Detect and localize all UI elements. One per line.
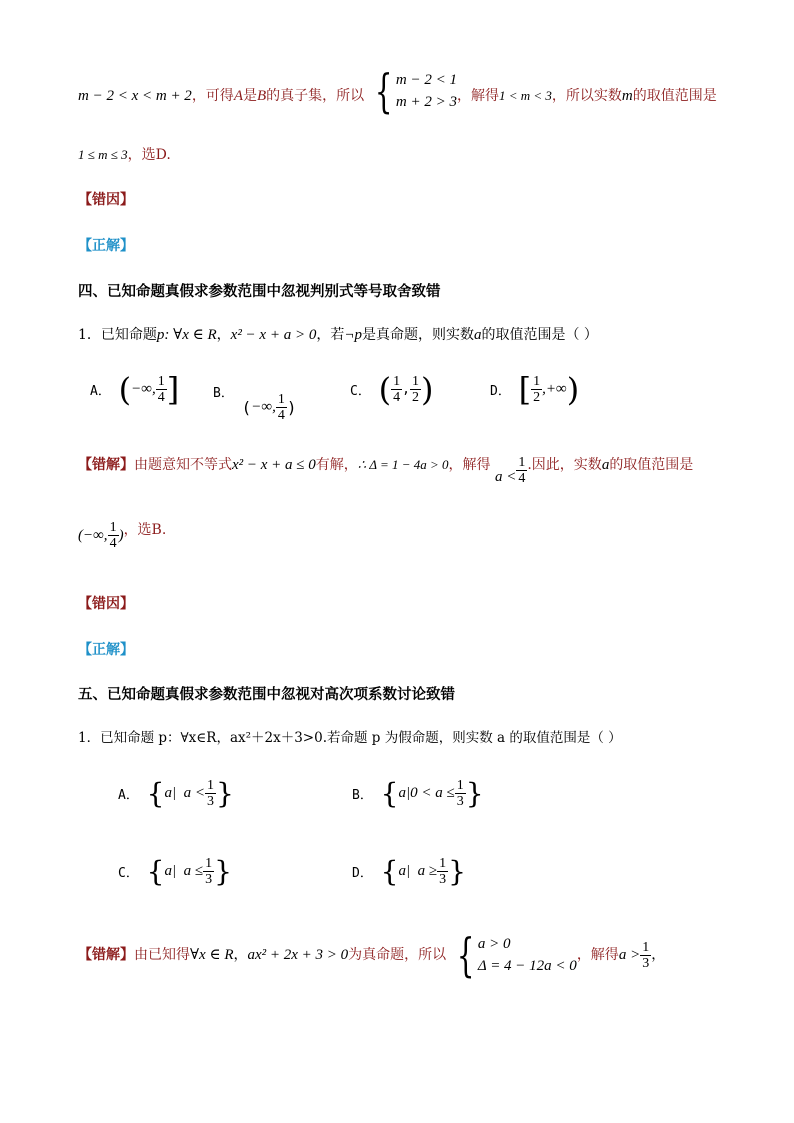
system-row: m − 2 < 1 (395, 72, 457, 88)
ineq: x² − x + a > 0 (230, 327, 317, 343)
text: .因此，实数 (527, 457, 602, 473)
tag-cuojie: 【错解】 (78, 457, 134, 473)
not-p: ¬p (344, 327, 362, 343)
var-a: a (473, 327, 482, 343)
tag-cuoyin-2: 【错因】 (78, 596, 134, 612)
ineq: ax² + 2x + 3 > 0 (247, 947, 349, 963)
range: (−∞, (78, 527, 108, 544)
tag-cuojie: 【错解】 (78, 947, 134, 963)
set-expr: a| a ≥ (398, 863, 438, 879)
text: ，选B. (123, 522, 167, 538)
forall-expr: : ∀x ∈ R (164, 327, 217, 343)
option-label: D． (490, 384, 511, 399)
section5-heading: 五、已知命题真假求参数范围中忽视对高次项系数讨论致错 (78, 687, 455, 703)
ineq: a > (618, 947, 641, 963)
option-label: B． (352, 788, 373, 803)
option-A-5[interactable]: A． {a| a < $\frac{1}{3}$ } (118, 777, 234, 810)
text: 的真子集，所以 (266, 88, 365, 104)
option-label: C． (118, 866, 139, 881)
inequality-system: { m − 2 < 1 m + 2 > 3 (374, 64, 457, 118)
option-C[interactable]: C． ( $\frac{1}{4}$ , $\frac{1}{2}$ ) (350, 370, 434, 409)
fraction: $\frac{1}{3}$ (206, 778, 214, 809)
bracket: ) (286, 398, 297, 417)
var-m: m (621, 88, 633, 104)
fraction: $\frac{1}{4}$ (518, 455, 526, 486)
text: 的取值范围是 (609, 457, 694, 473)
ineq: a < (494, 469, 517, 485)
fraction: $\frac{1}{2}$ (411, 374, 419, 405)
text: ，若 (316, 327, 345, 343)
fraction: $\frac{1}{3}$ (456, 778, 464, 809)
text: 有解， (315, 457, 358, 473)
text: ， (651, 947, 666, 963)
option-B-5[interactable]: B． {a|0 < a ≤ $\frac{1}{3}$ } (352, 777, 484, 810)
bracket: ( (378, 370, 392, 409)
option-A[interactable] (90, 370, 180, 409)
fraction: $\frac{1}{4}$ (277, 392, 285, 423)
top-solution-line (78, 64, 717, 118)
fraction: $\frac{1}{4}$ (157, 374, 165, 405)
bracket: ) (420, 370, 434, 409)
fraction: $\frac{1}{3}$ (439, 856, 447, 887)
option-text: −∞, (251, 399, 276, 415)
tag-cuoyin: 【错因】 (78, 192, 134, 208)
bracket: ( (241, 398, 252, 417)
text: ，解得 (448, 457, 491, 473)
text: 的取值范围是 (632, 88, 717, 104)
forall-expr: ∀x ∈ R (190, 947, 234, 963)
option-label: A． (118, 788, 139, 803)
tag-zhengjie-2: 【正解】 (78, 642, 134, 658)
bracket: [ (518, 370, 532, 409)
text: 为真命题，所以 (348, 947, 447, 963)
text: ，解得 (576, 947, 619, 963)
range: ) (118, 527, 124, 544)
text: ，可得 (191, 88, 234, 104)
bracket: ) (566, 370, 580, 409)
text: 1．已知命题 (78, 327, 157, 343)
option-C-5[interactable]: C． {a| a ≤ $\frac{1}{3}$ } (118, 855, 232, 888)
set-expr: a|0 < a ≤ (398, 785, 455, 801)
set-expr: a| a ≤ (164, 863, 204, 879)
top-solution-line-2 (78, 145, 171, 165)
section4-wrong-solution (78, 455, 693, 487)
discriminant: ∴ Δ = 1 − 4a > 0 (357, 457, 449, 472)
var-p: p (156, 327, 165, 343)
set-expr: a| a < (164, 785, 205, 801)
option-text: −∞, (131, 381, 156, 397)
system-row: a > 0 (477, 936, 511, 952)
section4-heading: 四、已知命题真假求参数范围中忽视判别式等号取舍致错 (78, 284, 441, 300)
range: 1 ≤ m ≤ 3 (78, 147, 128, 162)
text: ， (233, 947, 248, 963)
text: 由已知得 (134, 947, 190, 963)
bracket: ( (118, 370, 132, 409)
bracket: ] (166, 370, 180, 409)
ineq-m: m − 2 < x < m + 2 (78, 88, 192, 104)
fraction: $\frac{1}{4}$ (393, 374, 401, 405)
text: ，选D. (127, 147, 171, 163)
var-a: a (601, 457, 610, 473)
text: 是 (242, 88, 257, 104)
fraction: $\frac{1}{2}$ (533, 374, 541, 405)
system-row: Δ = 4 − 12a < 0 (477, 958, 577, 974)
fraction: $\frac{1}{3}$ (642, 939, 650, 971)
option-label: C． (350, 384, 371, 399)
set-A: A (233, 88, 243, 104)
section5-question: 1．已知命题 p：∀x∈R，ax²＋2x＋3>0.若命题 p 为假命题，则实数 a 的取值范围是（ ） (78, 730, 622, 746)
text: 的取值范围是（ ） (481, 327, 598, 343)
section4-solution-range (78, 520, 166, 551)
text: ，解得 (456, 88, 499, 104)
fraction: $\frac{1}{3}$ (205, 856, 213, 887)
option-label: B． (213, 386, 234, 401)
text: ，所以实数 (551, 88, 622, 104)
section4-question (78, 325, 598, 345)
option-label: A． (90, 384, 111, 399)
range: 1 < m < 3 (498, 88, 552, 103)
text: 由题意知不等式 (134, 457, 232, 473)
option-label: D． (352, 866, 373, 881)
text: ， (216, 327, 231, 343)
option-D-5[interactable]: D． {a| a ≥ $\frac{1}{3}$ } (352, 855, 466, 888)
section5-wrong-solution (78, 928, 666, 982)
option-B[interactable] (213, 382, 297, 423)
text: 是真命题，则实数 (361, 327, 474, 343)
option-D[interactable] (490, 370, 580, 409)
tag-zhengjie: 【正解】 (78, 238, 134, 254)
fraction: $\frac{1}{4}$ (109, 520, 117, 551)
ineq: x² − x + a ≤ 0 (232, 457, 316, 473)
system-row: m + 2 > 3 (395, 94, 457, 110)
set-B: B (256, 88, 267, 104)
inequality-system: { a > 0 Δ = 4 − 12a < 0 (456, 928, 577, 982)
option-text: ,+∞ (542, 381, 567, 397)
